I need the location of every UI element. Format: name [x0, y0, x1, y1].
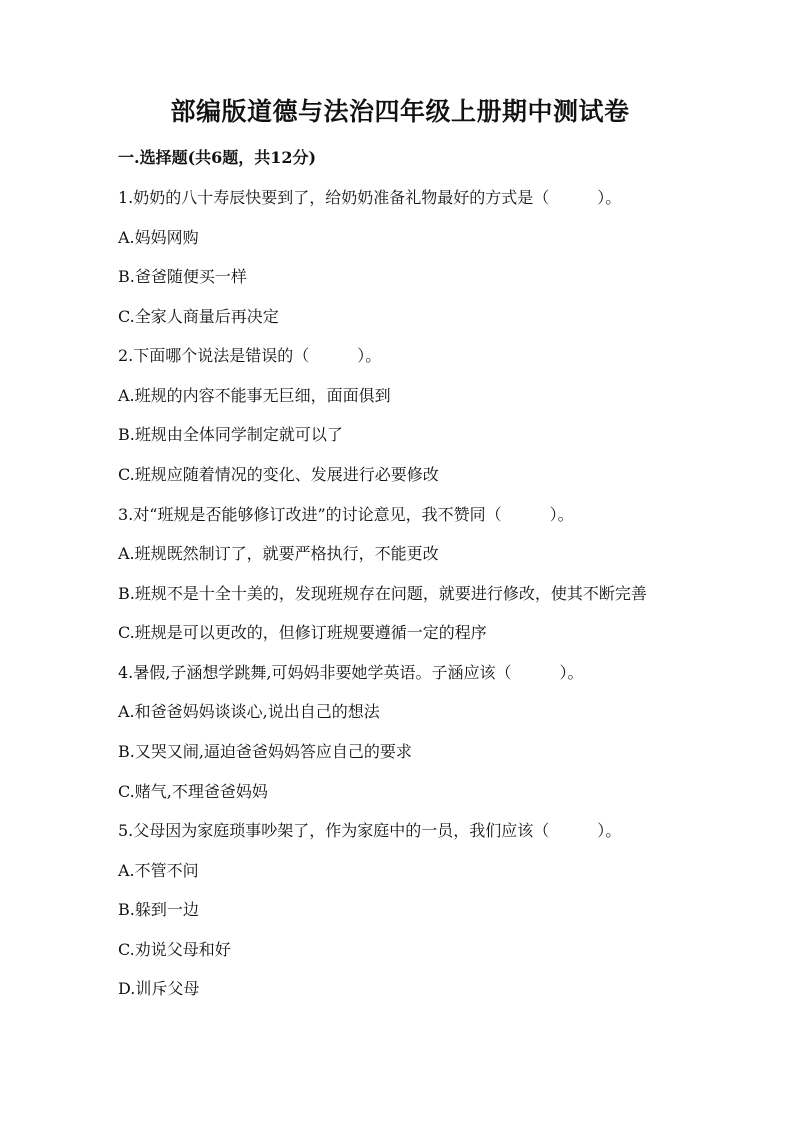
question-stem: 5.父母因为家庭琐事吵架了，作为家庭中的一员，我们应该（ ）。	[118, 821, 622, 840]
question-option: B.班规不是十全十美的，发现班规存在问题，就要进行修改，使其不断完善	[118, 584, 647, 603]
question-option: B.又哭又闹,逼迫爸爸妈妈答应自己的要求	[118, 742, 412, 761]
question-option: B.爸爸随便买一样	[118, 267, 247, 286]
question-option: A.妈妈网购	[118, 228, 199, 247]
question-option: D.训斥父母	[118, 979, 200, 998]
question-stem: 3.对“班规是否能够修订改进”的讨论意见，我不赞同（ ）。	[118, 505, 574, 524]
question-option: A.不管不问	[118, 861, 199, 880]
question-stem: 4.暑假,子涵想学跳舞,可妈妈非要她学英语。子涵应该（ ）。	[118, 663, 584, 682]
question-option: C.劝说父母和好	[118, 940, 231, 959]
question-option: B.班规由全体同学制定就可以了	[118, 425, 343, 444]
question-option: A.和爸爸妈妈谈谈心,说出自己的想法	[118, 702, 380, 721]
question-option: C.全家人商量后再决定	[118, 307, 279, 326]
question-option: A.班规既然制订了，就要严格执行，不能更改	[118, 544, 439, 563]
question-option: A.班规的内容不能事无巨细，面面俱到	[118, 386, 391, 405]
question-option: C.班规是可以更改的，但修订班规要遵循一定的程序	[118, 623, 487, 642]
question-option: C.班规应随着情况的变化、发展进行必要修改	[118, 465, 439, 484]
exam-title: 部编版道德与法治四年级上册期中测试卷	[170, 97, 630, 126]
question-option: B.躲到一边	[118, 900, 199, 919]
section-heading: 一.选择题(共6题，共12分)	[118, 148, 317, 167]
question-option: C.赌气,不理爸爸妈妈	[118, 782, 268, 801]
question-stem: 1.奶奶的八十寿辰快要到了，给奶奶准备礼物最好的方式是（ ）。	[118, 188, 622, 207]
question-stem: 2.下面哪个说法是错误的（ ）。	[118, 346, 382, 365]
